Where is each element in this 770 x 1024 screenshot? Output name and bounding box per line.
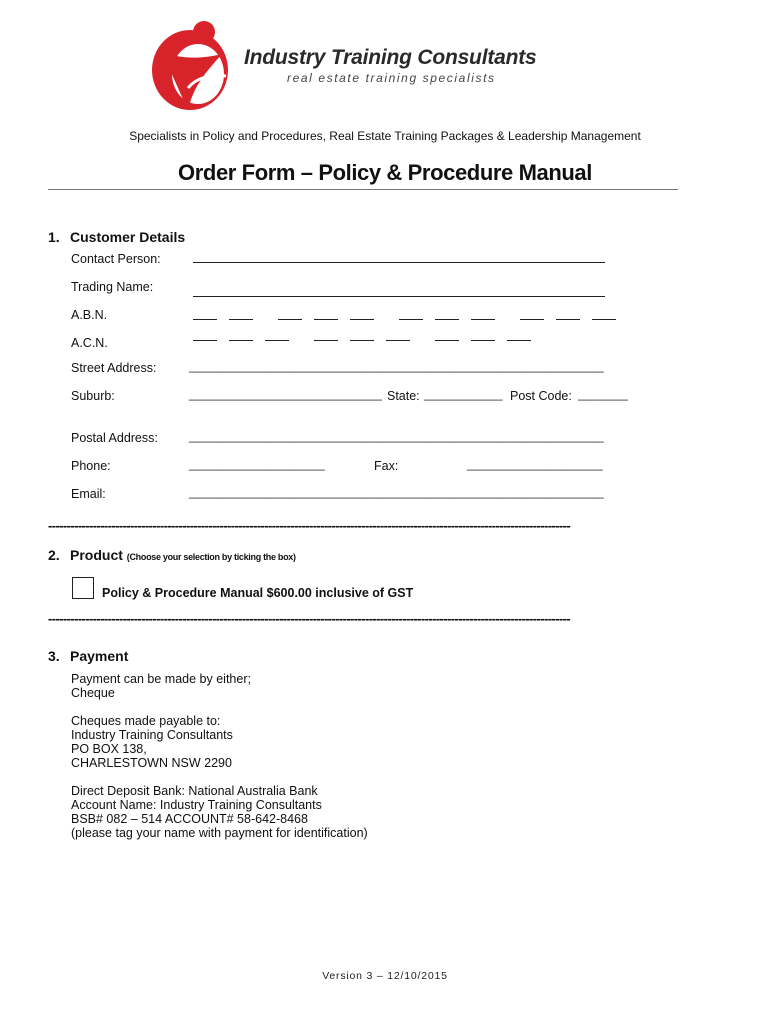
- product-heading: [48, 547, 296, 563]
- account-name: Account Name: Industry Training Consultants: [71, 798, 322, 812]
- acn-label: A.C.N.: [71, 336, 108, 350]
- abn-label: A.B.N.: [71, 308, 108, 322]
- fax-label: Fax:: [374, 459, 399, 473]
- abn-digit[interactable]: [350, 319, 374, 320]
- postal-address-field[interactable]: __________________________________________________________: [189, 429, 604, 443]
- abn-digit[interactable]: [471, 319, 495, 320]
- product-option-label: Policy & Procedure Manual $600.00 inclusive of GST: [102, 586, 414, 600]
- contact-person-label: Contact Person:: [71, 252, 161, 266]
- phone-field[interactable]: ___________________: [189, 457, 325, 471]
- section-number: 1.: [48, 229, 60, 245]
- abn-digit[interactable]: [399, 319, 423, 320]
- state-label: State:: [387, 389, 420, 403]
- section-title: Customer Details: [70, 229, 186, 245]
- product-instruction: (Choose your selection by ticking the box): [126, 552, 296, 562]
- section-separator: --------------------------------------------------------------------------------------------------------------------------------------------: [48, 611, 571, 626]
- acn-digit[interactable]: [229, 340, 253, 341]
- fax-field[interactable]: ___________________: [467, 457, 603, 471]
- company-tagline: real estate training specialists: [287, 71, 496, 85]
- postcode-label: Post Code:: [510, 389, 572, 403]
- street-address-label: Street Address:: [71, 361, 157, 375]
- title-divider: [48, 189, 678, 190]
- bank-name: Direct Deposit Bank: National Australia Bank: [71, 784, 318, 798]
- trading-name-label: Trading Name:: [71, 280, 154, 294]
- abn-digit[interactable]: [435, 319, 459, 320]
- page-title: Order Form – Policy & Procedure Manual: [178, 160, 592, 185]
- abn-digit[interactable]: [314, 319, 338, 320]
- email-field[interactable]: __________________________________________________________: [189, 485, 604, 499]
- cheque-payable: Cheques made payable to:: [71, 714, 221, 728]
- acn-digit[interactable]: [386, 340, 410, 341]
- abn-digit[interactable]: [556, 319, 580, 320]
- company-logo-icon: [148, 18, 238, 114]
- suburb-label: Suburb:: [71, 389, 115, 403]
- acn-digit[interactable]: [471, 340, 495, 341]
- abn-digit[interactable]: [592, 319, 616, 320]
- payee-name: Industry Training Consultants: [71, 728, 233, 742]
- bsb-account: BSB# 082 – 514 ACCOUNT# 58-642-8468: [71, 812, 308, 826]
- city-line: CHARLESTOWN NSW 2290: [71, 756, 232, 770]
- street-address-field[interactable]: __________________________________________________________: [189, 359, 604, 373]
- section-title: Payment: [70, 648, 129, 664]
- payment-intro: Payment can be made by either;: [71, 672, 251, 686]
- acn-digit[interactable]: [193, 340, 217, 341]
- state-field[interactable]: ___________: [424, 387, 503, 401]
- acn-digit[interactable]: [314, 340, 338, 341]
- contact-person-field[interactable]: [193, 262, 605, 263]
- po-box: PO BOX 138,: [71, 742, 147, 756]
- acn-digit[interactable]: [507, 340, 531, 341]
- section-number: 3.: [48, 648, 60, 664]
- suburb-field[interactable]: ___________________________: [189, 387, 383, 401]
- abn-digit[interactable]: [520, 319, 544, 320]
- specialties-line: Specialists in Policy and Procedures, Real Estate Training Packages & Leadership Management: [129, 129, 641, 143]
- section-title: Product: [70, 547, 123, 563]
- section-separator: --------------------------------------------------------------------------------------------------------------------------------------------: [48, 518, 571, 533]
- abn-digit[interactable]: [193, 319, 217, 320]
- version-footer: Version 3 – 12/10/2015: [322, 970, 448, 982]
- payment-heading: [48, 648, 128, 664]
- email-label: Email:: [71, 487, 106, 501]
- postal-address-label: Postal Address:: [71, 431, 158, 445]
- customer-details-heading: [48, 229, 185, 245]
- section-number: 2.: [48, 547, 60, 563]
- postcode-field[interactable]: _______: [578, 387, 629, 401]
- company-name: Industry Training Consultants: [244, 46, 537, 69]
- acn-digit[interactable]: [265, 340, 289, 341]
- abn-digit[interactable]: [229, 319, 253, 320]
- acn-digit[interactable]: [350, 340, 374, 341]
- acn-digit[interactable]: [435, 340, 459, 341]
- phone-label: Phone:: [71, 459, 111, 473]
- abn-digit[interactable]: [278, 319, 302, 320]
- trading-name-field[interactable]: [193, 296, 605, 297]
- product-checkbox[interactable]: [72, 577, 94, 599]
- payment-note: (please tag your name with payment for identification): [71, 826, 368, 840]
- payment-method: Cheque: [71, 686, 115, 700]
